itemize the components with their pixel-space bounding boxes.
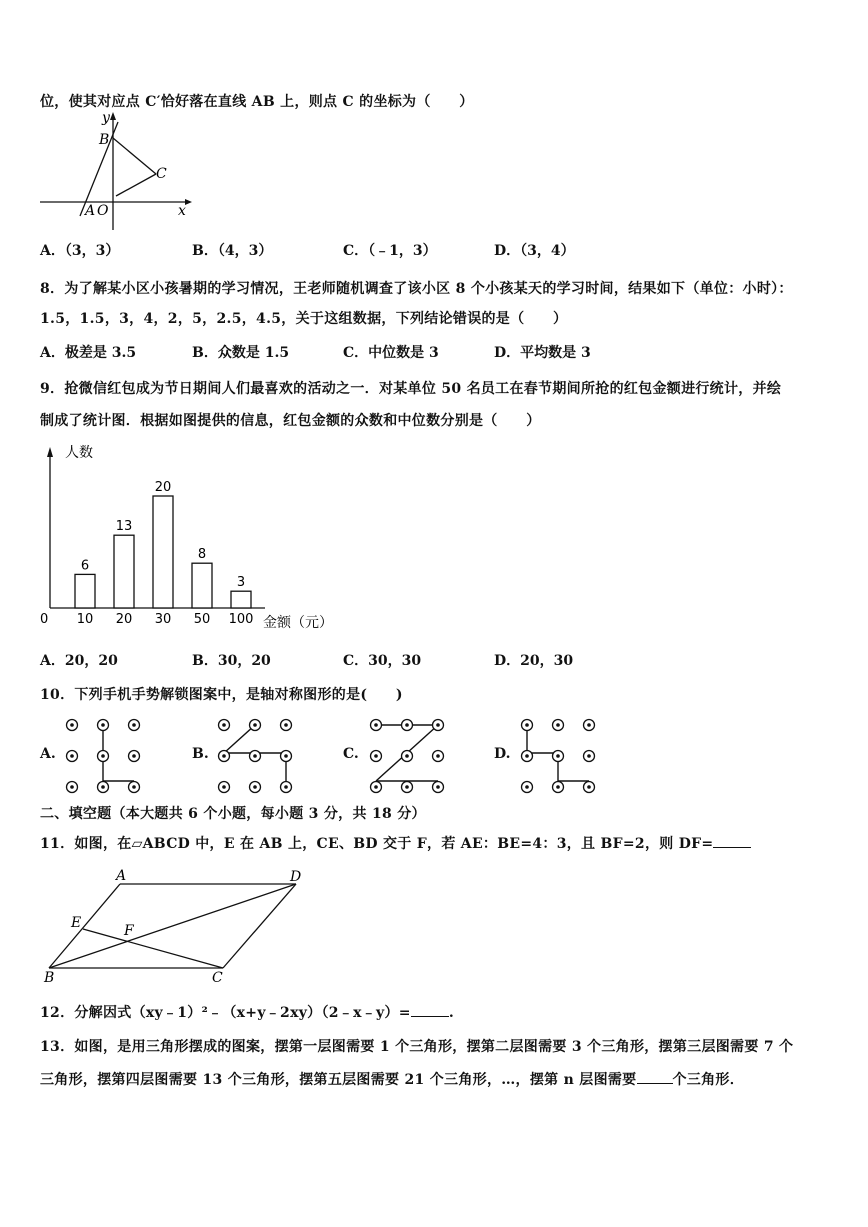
q10-option-b-label[interactable]: B. [192, 746, 209, 762]
q11-stem [40, 833, 751, 853]
unlock-dot-center [132, 754, 136, 758]
q9-option-a[interactable]: A．20，20 [40, 653, 118, 669]
q8-option-b[interactable]: B．众数是 1.5 [192, 345, 290, 361]
q7-coordinate-figure [40, 112, 200, 232]
chart-ylabel: 人数 [65, 445, 93, 461]
q13-stem-line2 [40, 1069, 744, 1089]
unlock-dot-center [436, 754, 440, 758]
q8-stem-line1: 8．为了解某小区小孩暑期的学习情况，王老师随机调查了该小区 8 个小孩某天的学习时间，结果如下（单位：小时）： [40, 281, 793, 297]
unlock-dot-center [405, 723, 409, 727]
q11-label-E: E [71, 915, 82, 931]
unlock-dot-center [253, 785, 257, 789]
q10-option-d-label[interactable]: D. [494, 746, 511, 762]
unlock-dot-center [374, 723, 378, 727]
unlock-dot-center [70, 754, 74, 758]
q7-option-c[interactable]: C．（﹣1，3） [343, 243, 437, 259]
bar-10 [75, 574, 95, 608]
q7-stem-tail: 位，使其对应点 C′恰好落在直线 AB 上，则点 C 的坐标为（ ） [40, 94, 474, 110]
q12-answer-blank[interactable] [411, 1002, 449, 1017]
bar-value-label-10: 6 [80, 558, 90, 574]
q8-option-c[interactable]: C．中位数是 3 [343, 345, 439, 361]
bar-value-label-30: 20 [154, 480, 172, 495]
q7-option-a[interactable]: A．（3，3） [40, 243, 120, 259]
q12-end-mark: . [448, 1005, 455, 1021]
unlock-dot-center [587, 754, 591, 758]
q7-label-x: x [178, 203, 186, 219]
unlock-dot-center [222, 754, 226, 758]
chart-origin: 0 [40, 612, 49, 627]
q7-option-b[interactable]: B．（4，3） [192, 243, 273, 259]
q10-pattern-d[interactable] [517, 715, 607, 795]
q8-option-d[interactable]: D．平均数是 3 [494, 345, 591, 361]
q11-label-A: A [116, 868, 127, 884]
unlock-dot-center [101, 785, 105, 789]
q7-label-B: B [99, 132, 110, 148]
x-tick-label-30: 30 [154, 612, 172, 627]
chart-xlabel: 金额（元） [263, 615, 333, 631]
q10-pattern-b[interactable] [214, 715, 304, 795]
unlock-dot-center [556, 723, 560, 727]
unlock-dot-center [222, 785, 226, 789]
q13-answer-blank[interactable] [637, 1069, 673, 1084]
bar-20 [114, 535, 134, 608]
q7-label-C: C [156, 166, 167, 182]
unlock-dot-center [436, 723, 440, 727]
unlock-dot-center [525, 754, 529, 758]
unlock-dot-center [556, 754, 560, 758]
unlock-dot-center [436, 785, 440, 789]
q7-label-A: A [85, 203, 96, 219]
unlock-dot-center [253, 754, 257, 758]
x-tick-label-10: 10 [76, 612, 94, 627]
q8-stem-line2: 1.5，1.5，3，4，2，5，2.5，4.5，关于这组数据，下列结论错误的是（ ） [40, 311, 568, 327]
q9-option-d[interactable]: D．20，30 [494, 653, 574, 669]
bar-value-label-50: 8 [197, 547, 207, 563]
unlock-dot-center [284, 754, 288, 758]
x-tick-label-50: 50 [193, 612, 211, 627]
q9-stem-line2: 制成了统计图．根据如图提供的信息，红包金额的众数和中位数分别是（ ） [40, 413, 541, 429]
q7-option-d[interactable]: D．（3，4） [494, 243, 575, 259]
q10-pattern-a[interactable] [62, 715, 152, 795]
q13-stem-line1: 13．如图，是用三角形摆成的图案，摆第一层图需要 1 个三角形，摆第二层图需要 3 个三角形，摆第三层图需要 7 个 [40, 1039, 794, 1055]
unlock-dot-center [587, 723, 591, 727]
q11-stem-text: 11．如图，在▱ABCD 中，E 在 AB 上，CE、BD 交于 F，若 AE：BE=4：3，且 BF=2，则 DF= [40, 836, 714, 852]
q10-option-c-label[interactable]: C. [343, 746, 359, 762]
unlock-dot-center [132, 723, 136, 727]
unlock-dot-center [374, 754, 378, 758]
unlock-dot-center [101, 754, 105, 758]
x-tick-label-100: 100 [228, 612, 254, 627]
q12-stem-text: 12．分解因式（xy﹣1）²﹣（x+y﹣2xy）（2﹣x﹣y）= [40, 1005, 411, 1021]
unlock-dot-center [525, 723, 529, 727]
unlock-dot-center [556, 785, 560, 789]
unlock-dot-center [70, 785, 74, 789]
q9-bar-chart [40, 443, 350, 635]
q11-label-F: F [124, 923, 134, 939]
unlock-dot-center [222, 723, 226, 727]
x-tick-label-20: 20 [115, 612, 133, 627]
section-2-heading: 二、填空题（本大题共 6 个小题，每小题 3 分，共 18 分） [40, 806, 426, 822]
q13-line2-b: 个三角形． [672, 1072, 744, 1088]
unlock-dot-center [284, 723, 288, 727]
unlock-dot-center [253, 723, 257, 727]
q8-option-a[interactable]: A．极差是 3.5 [40, 345, 137, 361]
unlock-dot-center [284, 785, 288, 789]
unlock-dot-center [587, 785, 591, 789]
q9-option-b[interactable]: B．30，20 [192, 653, 271, 669]
q12-stem [40, 1002, 454, 1022]
q11-answer-blank[interactable] [713, 833, 751, 848]
q11-label-D: D [290, 869, 302, 885]
q9-stem-line1: 9．抢微信红包成为节日期间人们最喜欢的活动之一．对某单位 50 名员工在春节期间所抢的红包金额进行统计，并绘 [40, 381, 782, 397]
unlock-dot-center [374, 785, 378, 789]
bar-value-label-100: 3 [236, 575, 246, 591]
q7-label-y: y [102, 110, 110, 126]
q10-pattern-c[interactable] [366, 715, 456, 795]
q7-label-O: O [97, 203, 109, 219]
unlock-dot-center [70, 723, 74, 727]
unlock-dot-center [525, 785, 529, 789]
bar-100 [231, 591, 251, 608]
bar-30 [153, 496, 173, 608]
q13-line2-a: 三角形，摆第四层图需要 13 个三角形，摆第五层图需要 21 个三角形，…，摆第 n 层图需要 [40, 1072, 637, 1088]
unlock-dot-center [132, 785, 136, 789]
bar-value-label-20: 13 [115, 519, 133, 535]
q9-option-c[interactable]: C．30，30 [343, 653, 422, 669]
q10-option-a-label[interactable]: A. [40, 746, 56, 762]
q11-parallelogram-figure [40, 866, 310, 991]
unlock-dot-center [405, 785, 409, 789]
q11-label-C: C [212, 970, 223, 986]
q11-label-B: B [44, 970, 55, 986]
q10-stem: 10．下列手机手势解锁图案中，是轴对称图形的是( ) [40, 687, 403, 703]
unlock-dot-center [101, 723, 105, 727]
unlock-dot-center [405, 754, 409, 758]
bar-50 [192, 563, 212, 608]
